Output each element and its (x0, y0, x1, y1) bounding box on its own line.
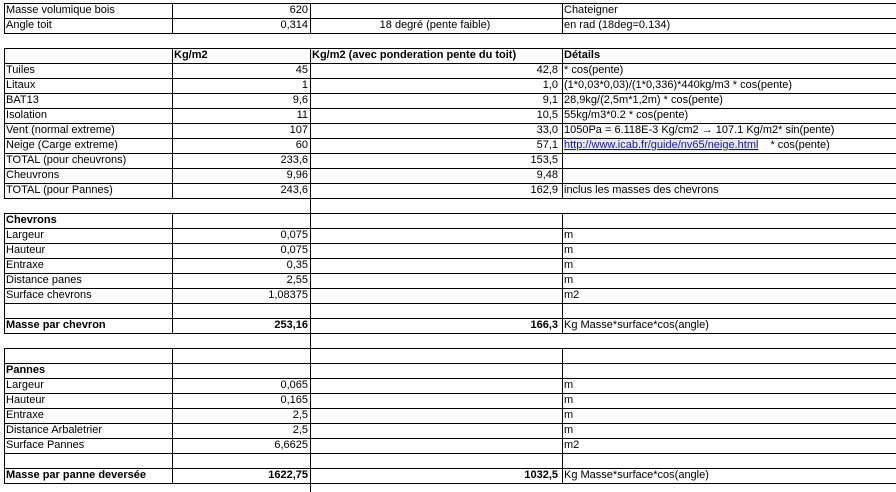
grid-hline (4, 303, 896, 304)
cell-litaux-details[interactable]: (1*0,03*0,03)/(1*0,336)*440kg/m3 * cos(pente) (564, 79, 793, 91)
cell-total-cheuvrons-kgm2[interactable]: 233,6 (280, 154, 308, 166)
cell-total-pannes-pondere[interactable]: 162,9 (530, 184, 558, 196)
neige-link[interactable]: http://www.icab.fr/guide/nv65/neige.html (564, 139, 759, 151)
cell-chevron-distance-label[interactable]: Distance panes (6, 274, 82, 286)
cell-angle-degree[interactable]: 18 degré (pente faible) (379, 19, 491, 31)
cell-masse-panne-formula[interactable]: Kg Masse*surface*cos(angle) (564, 469, 709, 481)
cell-isolation-pondere[interactable]: 10,5 (536, 109, 558, 121)
cell-chevron-surface-value[interactable]: 1,08375 (268, 289, 308, 301)
cell-chevron-hauteur-label[interactable]: Hauteur (6, 244, 46, 256)
cell-vent-kgm2[interactable]: 107 (289, 124, 308, 136)
cell-cheuvrons-label[interactable]: Cheuvrons (6, 169, 60, 181)
cell-angle-note[interactable]: en rad (18deg=0.134) (564, 19, 671, 31)
cell-neige-label[interactable]: Neige (Carge extreme) (6, 139, 118, 151)
grid-vline (310, 213, 311, 333)
cell-neige-kgm2[interactable]: 60 (295, 139, 308, 151)
cell-masse-volumique-label[interactable]: Masse volumique bois (6, 4, 115, 16)
cell-chevron-largeur-value[interactable]: 0,075 (280, 229, 308, 241)
cell-panne-surface-unit[interactable]: m2 (564, 439, 580, 451)
cell-masse-panne-value[interactable]: 1622,75 (268, 469, 308, 481)
cell-panne-largeur-unit[interactable]: m (564, 379, 574, 391)
grid-hline (4, 483, 896, 484)
cell-isolation-details[interactable]: 55kg/m3*0.2 * cos(pente) (564, 109, 689, 121)
cell-litaux-pondere[interactable]: 1,0 (542, 79, 558, 91)
cell-masse-panne-pondere[interactable]: 1032,5 (524, 469, 558, 481)
cell-cheuvrons-pondere[interactable]: 9,48 (536, 169, 558, 181)
cell-panne-distance-label[interactable]: Distance Arbaletrier (6, 424, 102, 436)
cell-panne-hauteur-unit[interactable]: m (564, 394, 574, 406)
section-title-pannes[interactable]: Pannes (6, 364, 46, 376)
cell-panne-entraxe-label[interactable]: Entraxe (6, 409, 44, 421)
cell-masse-volumique-value[interactable]: 620 (289, 4, 308, 16)
header-kgm2-pondere[interactable]: Kg/m2 (avec ponderation pente du toit) (312, 49, 517, 61)
grid-hline (4, 198, 896, 199)
cell-masse-chevron-label[interactable]: Masse par chevron (6, 319, 106, 331)
grid-hline (4, 333, 896, 334)
cell-tuiles-details[interactable]: * cos(pente) (564, 64, 624, 76)
cell-masse-chevron-value[interactable]: 253,16 (274, 319, 308, 331)
grid-hline (4, 33, 896, 34)
cell-panne-largeur-label[interactable]: Largeur (6, 379, 44, 391)
cell-chevron-entraxe-unit[interactable]: m (564, 259, 574, 271)
cell-chevron-surface-label[interactable]: Surface chevrons (6, 289, 92, 301)
cell-bat13-kgm2[interactable]: 9,6 (292, 94, 308, 106)
cell-cheuvrons-kgm2[interactable]: 9,96 (286, 169, 308, 181)
cell-isolation-label[interactable]: Isolation (6, 109, 47, 121)
cell-chevron-entraxe-label[interactable]: Entraxe (6, 259, 44, 271)
cell-total-pannes-label[interactable]: TOTAL (pour Pannes) (6, 184, 113, 196)
cell-panne-distance-unit[interactable]: m (564, 424, 574, 436)
cell-masse-chevron-formula[interactable]: Kg Masse*surface*cos(angle) (564, 319, 709, 331)
cell-bat13-label[interactable]: BAT13 (6, 94, 39, 106)
cell-tuiles-label[interactable]: Tuiles (6, 64, 35, 76)
header-details[interactable]: Détails (564, 49, 601, 61)
cell-wood-type[interactable]: Chateigner (564, 4, 618, 16)
cell-panne-distance-value[interactable]: 2,5 (292, 424, 308, 436)
cell-vent-details[interactable]: 1050Pa = 6.118E-3 Kg/cm2 → 107.1 Kg/m2* sin(pente) (564, 124, 835, 136)
cell-neige-details (562, 138, 896, 153)
cell-isolation-kgm2[interactable]: 11 (296, 109, 308, 121)
grid-hline (4, 348, 896, 349)
header-kgm2[interactable]: Kg/m2 (174, 49, 208, 61)
grid-vline (310, 333, 311, 348)
cell-vent-pondere[interactable]: 33,0 (536, 124, 558, 136)
cell-masse-chevron-pondere[interactable]: 166,3 (530, 319, 558, 331)
cell-angle-value[interactable]: 0,314 (280, 19, 308, 31)
cell-chevron-entraxe-value[interactable]: 0,35 (286, 259, 308, 271)
cell-total-pannes-details[interactable]: inclus les masses des chevrons (564, 184, 719, 196)
cell-chevron-largeur-label[interactable]: Largeur (6, 229, 44, 241)
cell-chevron-distance-value[interactable]: 2,55 (286, 274, 308, 286)
neige-suffix: * cos(pente) (770, 139, 830, 151)
cell-tuiles-kgm2[interactable]: 45 (295, 64, 308, 76)
cell-bat13-details[interactable]: 28,9kg/(2,5m*1,2m) * cos(pente) (564, 94, 723, 106)
cell-neige-pondere[interactable]: 57,1 (536, 139, 558, 151)
cell-panne-hauteur-value[interactable]: 0,165 (280, 394, 308, 406)
cell-total-cheuvrons-pondere[interactable]: 153,5 (530, 154, 558, 166)
section-title-chevrons[interactable]: Chevrons (6, 214, 57, 226)
cell-chevron-surface-unit[interactable]: m2 (564, 289, 580, 301)
cell-panne-largeur-value[interactable]: 0,065 (280, 379, 308, 391)
cell-angle-label[interactable]: Angle toit (6, 19, 52, 31)
cell-chevron-distance-unit[interactable]: m (564, 274, 574, 286)
grid-vline (310, 483, 311, 492)
cell-total-pannes-kgm2[interactable]: 243,6 (280, 184, 308, 196)
cell-vent-label[interactable]: Vent (normal extreme) (6, 124, 115, 136)
cell-chevron-largeur-unit[interactable]: m (564, 229, 574, 241)
cell-panne-entraxe-value[interactable]: 2,5 (292, 409, 308, 421)
cell-bat13-pondere[interactable]: 9,1 (542, 94, 558, 106)
grid-hline (4, 453, 896, 454)
cell-total-cheuvrons-label[interactable]: TOTAL (pour cheuvrons) (6, 154, 127, 166)
cell-chevron-hauteur-value[interactable]: 0,075 (280, 244, 308, 256)
cell-masse-panne-label[interactable]: Masse par panne deversée (6, 469, 147, 481)
grid-vline (310, 348, 311, 483)
cell-panne-hauteur-label[interactable]: Hauteur (6, 394, 46, 406)
cell-litaux-kgm2[interactable]: 1 (301, 79, 308, 91)
cell-panne-surface-label[interactable]: Surface Pannes (6, 439, 85, 451)
cell-tuiles-pondere[interactable]: 42,8 (536, 64, 558, 76)
cell-panne-surface-value[interactable]: 6,6625 (274, 439, 308, 451)
cell-chevron-hauteur-unit[interactable]: m (564, 244, 574, 256)
cell-panne-entraxe-unit[interactable]: m (564, 409, 574, 421)
grid-vline (310, 198, 311, 213)
cell-litaux-label[interactable]: Litaux (6, 79, 36, 91)
